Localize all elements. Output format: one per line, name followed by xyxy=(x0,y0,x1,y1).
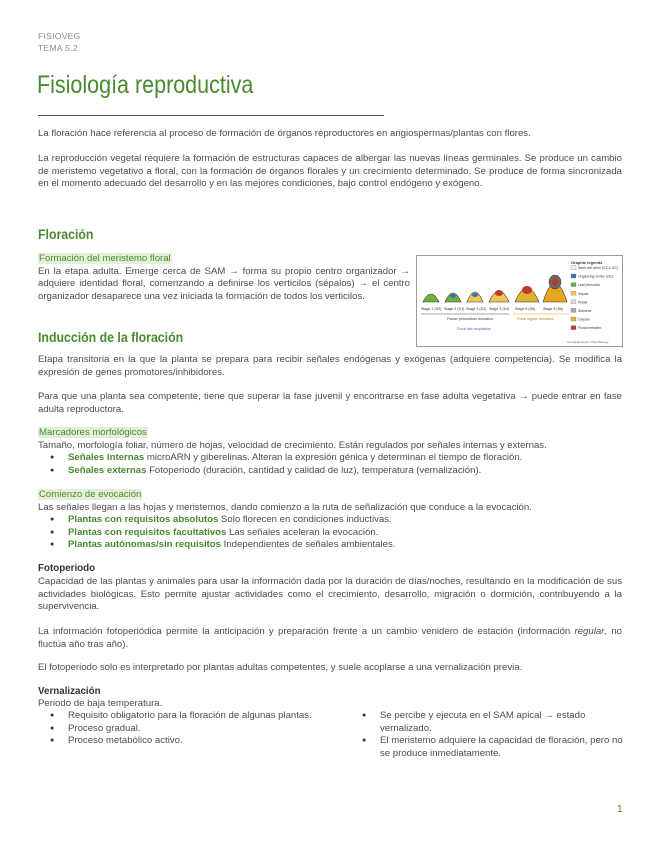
list-item-term: Plantas con requisitos absolutos xyxy=(68,514,219,525)
legend-swatch xyxy=(571,317,576,321)
fotoperiodo-paragraph-2 xyxy=(38,626,622,651)
marcadores-text: Tamaño, morfología foliar, número de hojas, velocidad de crecimiento. Están regulados por señales internas y externas. xyxy=(38,439,547,451)
legend-swatch xyxy=(571,274,576,278)
legend-label: Floral meristem xyxy=(578,326,602,331)
page-title: Fisiología reproductiva xyxy=(37,71,254,99)
stage-label: Stage 1 (D0) xyxy=(421,307,442,311)
topic-label: TEMA 5.2 xyxy=(38,43,78,53)
vernalizacion-list-left xyxy=(38,710,328,748)
list-item-desc: Solo florecen en condiciones inductivas. xyxy=(218,514,392,525)
legend-items xyxy=(571,265,618,330)
floral-development-diagram xyxy=(417,256,622,346)
vernalizacion-list-right xyxy=(350,710,626,760)
stage-labels xyxy=(421,307,563,331)
marcadores-list xyxy=(38,452,622,477)
floracion-text: En la etapa adulta. Emerge cerca de SAM → forma su propio centro organizador → adquiere identidad floral, comenzando a definirse los verticilos (sépalos) → el centro organizador desaparece una vez iniciada la formación de todos los verticilos. xyxy=(38,265,410,302)
floral-organs-label: Floral organs formation xyxy=(517,317,554,321)
legend-label: Stamens xyxy=(578,309,592,313)
list-item xyxy=(38,452,622,465)
legend-label: Petals xyxy=(578,300,588,305)
list-item-term: Plantas con requisitos facultativos xyxy=(68,526,227,538)
intro-paragraph-1: La floración hace referencia al proceso de formación de órganos reproductores en angiospermas/plantas con flores. xyxy=(38,128,531,139)
list-item: ● Se percibe y ejecuta en el SAM apical → estado vernalizado. xyxy=(350,710,626,735)
floral-meristem-figure xyxy=(416,255,623,347)
stage-label: Stage 6 (D6) xyxy=(515,307,536,311)
heading-fotoperiodo: Fotoperiodo xyxy=(38,563,96,574)
stage-label: Stage 2 (D1) xyxy=(444,307,465,311)
legend-label: Leaf primordia xyxy=(578,283,600,288)
list-item xyxy=(38,527,622,540)
section-heading-induccion: Inducción de la floración xyxy=(38,329,184,345)
legend xyxy=(571,260,618,330)
subheading-marcadores: Marcadores morfológicos xyxy=(39,427,147,438)
floracion-subsection xyxy=(38,253,410,303)
legend-label: Stem cell niche (CZ & OC) xyxy=(578,266,618,270)
evocacion-list xyxy=(38,514,622,552)
stage-label: Stage 3 (D2) xyxy=(466,307,487,311)
list-item-term: Señales externas xyxy=(68,464,147,476)
legend-label: Organizing center (OC) xyxy=(578,274,614,279)
intro-paragraph-2: La reproducción vegetal requiere la formación de estructuras capaces de albergar las nuevas líneas germinales. Se produce un cambio de meristemo vegetativo a floral, con la formación de órganos florales y un crecimiento determinado. Se produce de forma sincronizada en el momento adecuado del desarrollo y en las mejores condiciones, bajo control endógeno y exógeno. xyxy=(38,153,622,189)
evocacion-subsection xyxy=(38,489,622,514)
floral-fate-label: Floral fate acquisition xyxy=(457,327,491,331)
document-header xyxy=(38,30,81,54)
subheading-meristemo-floral: Formación del meristemo floral xyxy=(39,253,171,264)
stage-label: Stage 8 (D8) xyxy=(543,307,564,311)
legend-title: Graphic legends xyxy=(571,260,603,265)
legend-label: Carpels xyxy=(578,317,590,322)
list-item: ● Requisito obligatorio para la floración de algunas plantas. xyxy=(38,710,328,723)
list-item-desc: Fotoperiodo (duración, cantidad y calidad de luz), temperatura (vernalización). xyxy=(146,464,482,476)
fotoperiodo-p2-emphasis: regular xyxy=(574,626,605,637)
fotoperiodo-p2-end: , no fluctúa año tras año). xyxy=(38,626,622,650)
list-item: ● Proceso gradual. xyxy=(38,723,328,736)
list-item-desc: Independientes de señales ambientales. xyxy=(221,539,396,550)
list-item: ● Proceso metabólico activo. xyxy=(38,735,328,748)
stage-label: Stage 3 (D4) xyxy=(489,307,510,311)
legend-swatch xyxy=(571,291,576,295)
induccion-paragraph-1: Etapa transitoria en la que la planta se prepara para recibir señales endógenas y exógenas (adquiere competencia). Se modifica la expresión de genes promotores/inhibidores. xyxy=(38,354,622,378)
course-label: FISIOVEG xyxy=(38,31,81,41)
induccion-paragraph-2: Para que una planta sea competente, tiene que superar la fase juvenil y encontrarse en fase adulta vegetativa → puede entrar en fase adulta reproductora. xyxy=(38,391,622,415)
section-heading-floracion: Floración xyxy=(38,226,94,242)
list-item-term: Plantas autónomas/sin requisitos xyxy=(68,539,222,550)
heading-vernalizacion: Vernalización xyxy=(38,686,101,697)
list-item-desc: microARN y giberelinas. Alteran la expresión génica y determinan el tiempo de floración. xyxy=(144,452,523,463)
legend-swatch xyxy=(571,283,576,287)
fotoperiodo-paragraph-3: El fotoperiodo solo es interpretado por plantas adultas competentes, y suele acoplarse a una vernalización previa. xyxy=(38,662,523,673)
legend-swatch xyxy=(571,308,576,312)
flower-primordium-label: Flower primordium formation xyxy=(447,317,493,321)
title-divider xyxy=(38,115,384,116)
list-item-desc: Las señales aceleran la evocación. xyxy=(226,526,379,538)
vernalizacion-text: Periodo de baja temperatura. xyxy=(38,698,163,709)
list-item xyxy=(38,539,622,552)
figure-credit: Annual Reviews / Plant Biology xyxy=(567,340,609,344)
list-item xyxy=(38,465,622,478)
page-number: 1 xyxy=(617,804,623,815)
list-item xyxy=(38,514,622,527)
legend-swatch xyxy=(571,326,576,330)
list-item-term: Señales internas xyxy=(68,452,145,463)
legend-swatch xyxy=(571,300,576,304)
legend-label: Sepals xyxy=(578,291,589,296)
list-item: ● El meristemo adquiere la capacidad de floración, pero no se produce inmediatamente. xyxy=(350,735,626,760)
legend-swatch xyxy=(571,265,576,269)
fotoperiodo-p2-start: La información fotoperiódica permite la anticipación y preparación frente a un cambio venidero de estación (información xyxy=(38,626,575,637)
subheading-evocacion: Comienzo de evocación xyxy=(39,489,142,500)
fotoperiodo-paragraph-1: Capacidad de las plantas y animales para usar la información dada por la duración de días/noches, resultando en la modificación de sus actividades biológicas. Esto permite ajustar actividades como el crecimiento, desarrollo, migración o dormición, contribuyendo a la supervivencia. xyxy=(38,576,622,612)
evocacion-text: Las señales llegan a las hojas y meristemos, dando comienzo a la ruta de señalización que conduce a la evocación. xyxy=(38,501,532,513)
marcadores-subsection xyxy=(38,427,622,452)
